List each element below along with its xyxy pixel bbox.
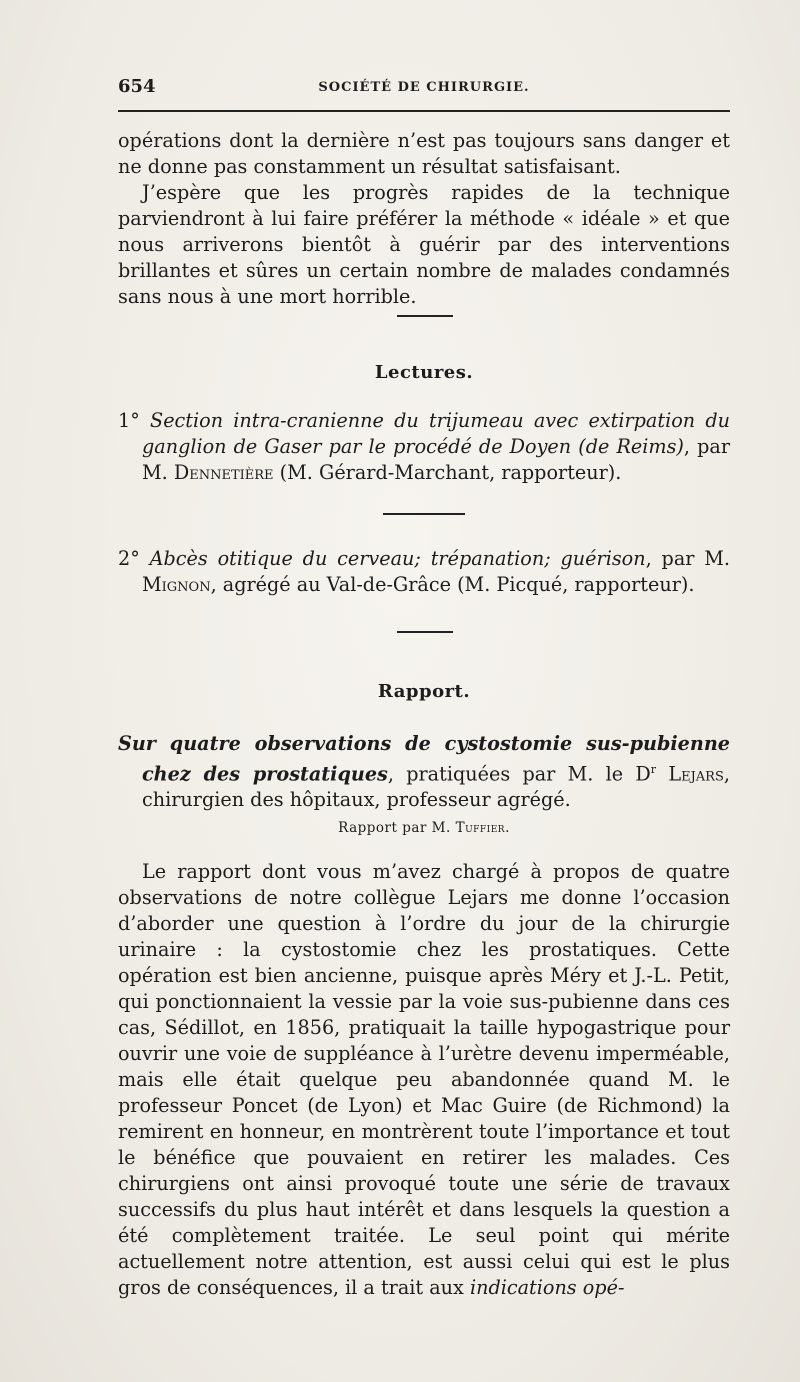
lecture-1-par: , par M. xyxy=(142,435,730,484)
lectures-heading: Lectures. xyxy=(374,362,474,383)
intro-text xyxy=(118,128,730,310)
lecture-1-number: 1° xyxy=(118,409,140,432)
separator xyxy=(397,631,453,633)
separator xyxy=(397,315,453,317)
rapport-title-sup: r xyxy=(650,763,657,776)
lecture-item-1 xyxy=(118,408,730,486)
byline-prefix: Rapport par M. xyxy=(338,820,451,836)
page-number: 654 xyxy=(118,76,156,97)
rapport-title-rest-b: , chirurgien des hôpitaux, professeur agrégé. xyxy=(142,762,730,812)
lecture-2-par: , par M. xyxy=(645,547,731,570)
lecture-2-rest: , agrégé au Val-de-Grâce (M. Picqué, rapporteur). xyxy=(210,573,695,596)
rapport-heading: Rapport. xyxy=(377,681,471,702)
intro-paragraph-2: J’espère que les progrès rapides de la technique parviendront à lui faire préférer la méthode « idéale » et que nous arriverons bientôt à guérir par des interventions brillantes et sûres un certain nombre de malades condamnés sans nous à une mort horrible. xyxy=(118,181,730,308)
running-title: SOCIÉTÉ DE CHIRURGIE. xyxy=(318,80,530,95)
rapport-body-end: indications opé- xyxy=(469,1276,625,1299)
byline-end: . xyxy=(505,820,510,836)
byline-name: Tuffier xyxy=(455,820,506,836)
lecture-item-2 xyxy=(118,546,730,598)
rapport-title-italic: Sur quatre observations de cystostomie sus-pubienne chez des prostatiques xyxy=(118,732,730,786)
rapport-body-text: Le rapport dont vous m’avez chargé à propos de quatre observations de notre collègue Lejars me donne l’occasion d’aborder une question à l’ordre du jour de la chirurgie urinaire : la cystostomie chez les prostatiques. Cette opération est bien ancienne, puisque après Méry et J.-L. Petit, qui ponctionnaient la vessie par la voie sus-pubienne dans ces cas, Sédillot, en 1856, pratiquait la taille hypogastrique pour ouvrir une voie de suppléance à l’urètre devenu imperméable, mais elle était quelque peu abandonnée quand M. le professeur Poncet (de Lyon) et Mac Guire (de Richmond) la remirent en honneur, en montrèrent toute l’importance et tout le bénéfice que pouvaient en retirer les malades. Ces chirurgiens ont ainsi provoqué toute une série de travaux successifs du plus haut intérêt et dans lesquels la question a été complètement traitée. Le seul point qui mérite actuellement notre attention, est aussi celui qui est le plus gros de conséquences, il a trait aux xyxy=(118,860,730,1299)
rapport-title xyxy=(118,731,730,813)
header-rule xyxy=(118,110,730,112)
lecture-2-title: Abcès otitique du cerveau; trépanation; guérison xyxy=(149,547,646,570)
lecture-1-place: (de Reims) xyxy=(578,435,684,458)
lecture-2-author: Mignon xyxy=(142,573,211,596)
lecture-1-author: Dennetière xyxy=(173,461,274,484)
lecture-2-number: 2° xyxy=(118,547,140,570)
lecture-1-title: Section intra-cranienne du trijumeau avec extirpation du ganglion de Gaser par le procédé de Doyen xyxy=(142,409,730,458)
rapport-byline xyxy=(118,820,730,836)
rapport-title-author: Lejars xyxy=(668,762,724,786)
lecture-1-rest: (M. Gérard-Marchant, rapporteur). xyxy=(279,461,622,484)
separator xyxy=(383,513,465,515)
intro-paragraph-1: opérations dont la dernière n’est pas toujours sans danger et ne donne pas constamment un résultat satisfaisant. xyxy=(118,129,730,178)
rapport-title-rest-a: , pratiquées par M. le D xyxy=(387,762,651,786)
rapport-body xyxy=(118,859,730,1301)
page-header xyxy=(118,76,730,102)
